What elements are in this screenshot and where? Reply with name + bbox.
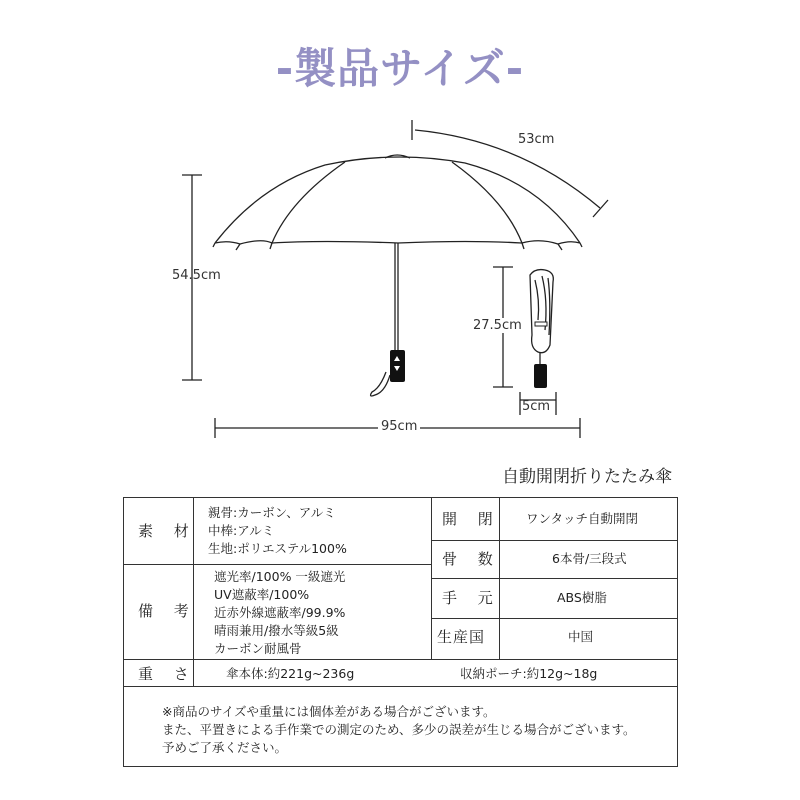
weight-label: 重 さ bbox=[138, 665, 197, 683]
origin-value: 中国 bbox=[568, 629, 594, 644]
material-line-3: 生地:ポリエステル100% bbox=[208, 541, 347, 556]
weight-body-value: 傘本体:約221g~236g bbox=[226, 666, 355, 681]
notes-line-1: 遮光率/100% 一級遮光 bbox=[214, 569, 346, 584]
handle-value: ABS樹脂 bbox=[557, 590, 607, 605]
notes-line-2: UV遮蔽率/100% bbox=[214, 587, 310, 602]
ribs-label: 骨 数 bbox=[442, 550, 501, 568]
open-close-label: 開 閉 bbox=[442, 510, 501, 528]
material-line-1: 親骨:カーボン、アルミ bbox=[208, 505, 336, 520]
folded-length-label: 27.5cm bbox=[473, 318, 522, 333]
canopy-radius-label: 53cm bbox=[518, 132, 555, 147]
notes-line-3: 近赤外線遮蔽率/99.9% bbox=[214, 605, 346, 620]
open-close-value: ワンタッチ自動開閉 bbox=[526, 511, 639, 526]
notes-label: 備 考 bbox=[138, 602, 197, 620]
open-umbrella-canopy bbox=[215, 157, 580, 243]
folded-umbrella-handle bbox=[534, 364, 547, 388]
handle-label: 手 元 bbox=[442, 589, 501, 607]
notes-line-4: 晴雨兼用/撥水等級5級 bbox=[214, 623, 339, 638]
page-title: -製品サイズ- bbox=[275, 44, 525, 93]
spec-table bbox=[123, 497, 678, 767]
product-name: 自動開閉折りたたみ傘 bbox=[502, 467, 672, 487]
radius-dimension-arc bbox=[415, 130, 600, 208]
ribs-value: 6本骨/三段式 bbox=[552, 551, 627, 566]
folded-width-label: 5cm bbox=[522, 399, 551, 414]
footnote-line-3: 予めご了承ください。 bbox=[162, 740, 288, 755]
footnote-line-2: また、平置きによる手作業での測定のため、多少の誤差が生じる場合がございます。 bbox=[162, 722, 636, 737]
open-width-label: 95cm bbox=[378, 419, 420, 434]
footnote-line-1: ※商品のサイズや重量には個体差がある場合がございます。 bbox=[162, 704, 496, 719]
origin-label: 生産国 bbox=[437, 628, 486, 646]
notes-line-5: カーボン耐風骨 bbox=[214, 641, 302, 656]
material-line-2: 中棒:アルミ bbox=[208, 523, 275, 538]
weight-pouch-value: 収納ポーチ:約12g~18g bbox=[460, 666, 598, 681]
open-height-label: 54.5cm bbox=[172, 268, 221, 283]
material-label: 素 材 bbox=[138, 522, 197, 540]
